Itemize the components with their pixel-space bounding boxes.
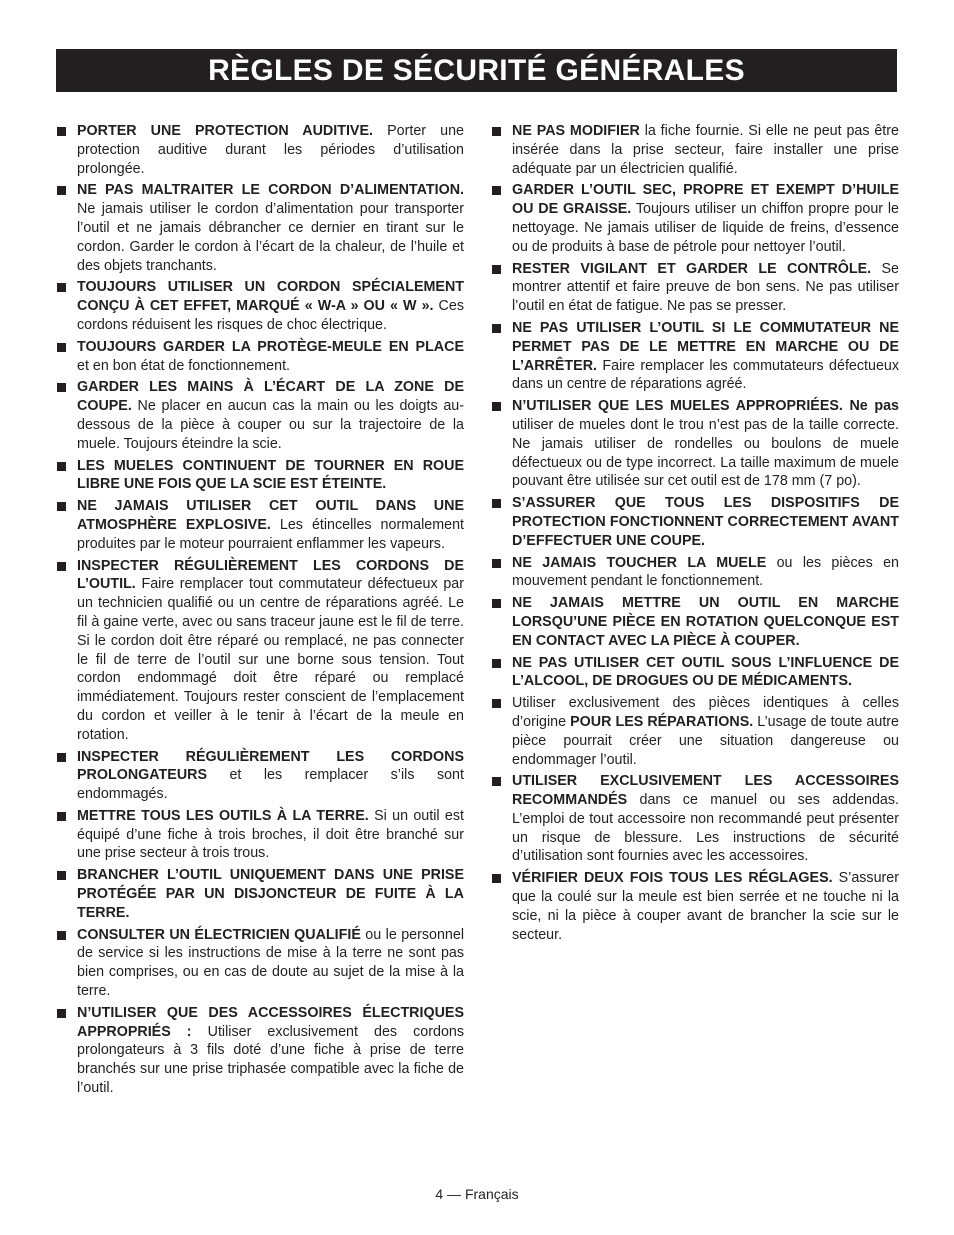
rule-body-text: L’usage de toute autre pièce pourrait créer une situation dangereuse ou endommager l’outil. — [512, 713, 900, 768]
square-bullet-icon — [57, 383, 66, 392]
rule-body-text: Utiliser exclusivement des pièces identiques à celles d’origine — [512, 695, 899, 730]
safety-rule — [491, 122, 899, 178]
square-bullet-icon — [492, 265, 501, 274]
rule-body-text: Toujours utiliser un chiffon propre pour le nettoyage. Ne jamais utiliser de liquide de freins, d’essence ou de produits à base de pétrole pour nettoyer l’outil. — [512, 201, 899, 255]
safety-rule — [56, 338, 464, 376]
safety-rule — [56, 278, 464, 334]
safety-rule — [491, 319, 899, 394]
rule-body-text: Ces cordons réduisent les risques de choc électrique. — [77, 298, 464, 333]
square-bullet-icon — [492, 402, 501, 411]
rule-body-text: S’assurer que la coulé sur la meule est bien serrée et ne touche ni la scie, ni la pièce à couper avant de brancher la scie sur le secteur. — [512, 870, 900, 943]
square-bullet-icon — [57, 127, 66, 136]
square-bullet-icon — [492, 699, 501, 708]
page-footer: 4 — Français — [435, 1186, 519, 1202]
rule-body-text: utiliser de mueles dont le trou n’est pas de la taille correcte. Ne jamais utiliser de rondelles ou boulons de muele défectueux ou de type incorrect. La taille maximum de muele pouvant être utilisée sur cet outil est de 178 mm (7 po). — [512, 416, 899, 490]
safety-rule — [491, 494, 899, 550]
safety-rule — [56, 457, 464, 495]
safety-rule — [56, 378, 464, 453]
rule-lead-text: UTILISER EXCLUSIVEMENT LES ACCESSOIRES RECOMMANDÉS — [512, 773, 899, 809]
rule-body-text: Les étincelles normalement produites par le moteur pourraient enflammer les vapeurs. — [77, 516, 464, 552]
rule-lead-text: S’ASSURER QUE TOUS LES DISPOSITIFS DE PROTECTION FONCTIONNENT CORRECTEMENT AVANT D’EFFECTUER UNE COUPE. — [512, 495, 899, 549]
rule-lead-text: GARDER L’OUTIL SEC, PROPRE ET EXEMPT D’HUILE OU DE GRAISSE. — [512, 182, 899, 218]
rule-lead-text: INSPECTER RÉGULIÈREMENT LES CORDONS PROLONGATEURS — [77, 748, 464, 784]
rule-lead-text: NE PAS UTILISER CET OUTIL SOUS L’INFLUENCE DE L’ALCOOL, DE DROGUES OU DE MÉDICAMENTS. — [512, 654, 899, 690]
square-bullet-icon — [57, 562, 66, 571]
page-title: RÈGLES DE SÉCURITÉ GÉNÉRALES — [208, 53, 745, 87]
right-rule-list — [491, 122, 899, 944]
square-bullet-icon — [57, 753, 66, 762]
square-bullet-icon — [492, 599, 501, 608]
square-bullet-icon — [492, 186, 501, 195]
section-header — [56, 49, 897, 92]
rule-lead-text: TOUJOURS GARDER LA PROTÈGE-MEULE EN PLACE — [77, 338, 464, 355]
rule-lead-text: NE PAS MALTRAITER LE CORDON D’ALIMENTATION. — [77, 182, 464, 199]
rule-lead-text: N’UTILISER QUE LES MUELES APPROPRIÉES. Ne pas — [512, 398, 899, 415]
rule-lead-text: PORTER UNE PROTECTION AUDITIVE. — [77, 123, 373, 139]
safety-rule — [491, 694, 899, 769]
rule-body-text: ou les pièces en mouvement pendant le fonctionnement. — [512, 554, 899, 590]
rule-body-text: et en bon état de fonctionnement. — [77, 357, 291, 374]
safety-rule — [491, 869, 899, 944]
safety-rule — [56, 1004, 464, 1098]
rule-lead-text: VÉRIFIER DEUX FOIS TOUS LES RÉGLAGES. — [512, 870, 833, 887]
square-bullet-icon — [492, 127, 501, 136]
rule-lead-text: INSPECTER RÉGULIÈREMENT LES CORDONS DE L’OUTIL. — [77, 557, 464, 593]
square-bullet-icon — [57, 502, 66, 511]
safety-rule — [56, 497, 464, 553]
rule-lead-text: NE JAMAIS TOUCHER LA MUELE — [512, 554, 767, 571]
rule-body-text: Utiliser exclusivement des cordons prolongateurs à 3 fils doté d’une fiche à prise de terre branchés sur une prise triphasée compatible avec la fiche de l’outil. — [77, 1023, 465, 1097]
left-column — [56, 122, 464, 1101]
square-bullet-icon — [57, 812, 66, 821]
rule-lead-text: CONSULTER UN ÉLECTRICIEN QUALIFIÉ — [77, 926, 361, 943]
safety-rule — [491, 397, 899, 491]
rule-body-text: la fiche fournie. Si elle ne peut pas être insérée dans la prise secteur, faire installer une prise adéquate par un électricien qualifié. — [512, 123, 899, 177]
safety-rule — [56, 807, 464, 863]
rule-lead-text: LES MUELES CONTINUENT DE TOURNER EN ROUE LIBRE UNE FOIS QUE LA SCIE EST ÉTEINTE. — [77, 457, 464, 493]
rule-lead-text: NE JAMAIS METTRE UN OUTIL EN MARCHE LORSQU’UNE PIÈCE EN ROTATION QUELCONQUE EST EN CONTACT AVEC LA PIÈCE À COUPER. — [512, 595, 899, 649]
rule-lead-text: POUR LES RÉPARATIONS. — [570, 713, 754, 730]
rule-lead-text: BRANCHER L’OUTIL UNIQUEMENT DANS UNE PRISE PROTÉGÉE PAR UN DISJONCTEUR DE FUITE À LA TERRE. — [77, 867, 464, 921]
rule-lead-text: NE PAS MODIFIER — [512, 123, 640, 139]
rule-body-text: Se montrer attentif et faire preuve de bon sens. Ne pas utiliser l’outil en état de fatigue. Ne pas se presser. — [512, 260, 899, 315]
safety-rule — [56, 557, 464, 745]
square-bullet-icon — [57, 931, 66, 940]
rule-body-text: Ne placer en aucun cas la main ou les doigts au-dessous de la pièce à couper ou sur la trajectoire de la muele. Toujours éteindre la scie. — [77, 398, 464, 452]
rule-body-text: Porter une protection auditive durant les périodes d’utilisation prolongée. — [77, 123, 464, 177]
right-column — [491, 122, 899, 947]
safety-rule — [56, 926, 464, 1001]
rule-lead-text: TOUJOURS UTILISER UN CORDON SPÉCIALEMENT CONÇU À CET EFFET, MARQUÉ « W-A » OU « W ». — [77, 279, 464, 315]
rule-lead-text: GARDER LES MAINS À L’ÉCART DE LA ZONE DE COUPE. — [77, 379, 464, 415]
square-bullet-icon — [57, 462, 66, 471]
square-bullet-icon — [57, 283, 66, 292]
square-bullet-icon — [492, 559, 501, 568]
square-bullet-icon — [492, 659, 501, 668]
safety-rule — [56, 866, 464, 922]
square-bullet-icon — [57, 343, 66, 352]
rule-lead-text: NE JAMAIS UTILISER CET OUTIL DANS UNE ATMOSPHÈRE EXPLOSIVE. — [77, 498, 464, 533]
square-bullet-icon — [57, 1009, 66, 1018]
rule-body-text: Ne jamais utiliser le cordon d’alimentation pour transporter l’outil et ne jamais débrancher ce dernier en tirant sur le cordon. Garder le cordon à l’écart de la chaleur, de l’huile et des objets tranchants. — [77, 201, 464, 274]
square-bullet-icon — [492, 499, 501, 508]
safety-rule — [56, 748, 464, 804]
rule-body-text: Si un outil est équipé d’une fiche à trois broches, il doit être branché sur une prise secteur à trois trous. — [77, 807, 464, 862]
safety-rule — [56, 122, 464, 178]
rule-body-text: Faire remplacer les commutateurs défectueux dans un centre de réparations agréé. — [512, 357, 899, 393]
safety-rule — [491, 772, 899, 866]
rule-lead-text: RESTER VIGILANT ET GARDER LE CONTRÔLE. — [512, 260, 872, 277]
square-bullet-icon — [492, 874, 501, 883]
safety-rule — [56, 181, 464, 275]
rule-body-text: Faire remplacer tout commutateur défectueux par un technicien qualifié ou un centre de réparations agréé. Le fil à gaine verte, avec ou sans traceur jaune est le fil de terre. Si le cordon doit être réparé ou remplacé, ne pas connecter le fil de terre de l’outil sur une borne sous tension. Tout cordon endommagé doit être réparé ou remplacé immédiatement. Toujours rester conscient de l’emplacement du cordon et veiller à le tenir à l’écart de la meule en rotation. — [77, 576, 464, 743]
square-bullet-icon — [57, 871, 66, 880]
square-bullet-icon — [492, 324, 501, 333]
rule-body-text: ou le personnel de service si les instructions de mise à la terre ne sont pas bien comprises, ou en cas de doute au sujet de la mise à la terre. — [77, 926, 464, 1000]
safety-rule — [491, 594, 899, 650]
rule-body-text: et les remplacer s’ils sont endommagés. — [77, 767, 464, 803]
rule-body-text: dans ce manuel ou ses addendas. L’emploi de tout accessoire non recommandé peut présenter un risque de blessure. Les instructions de sécurité d’utilisation sont fournies avec les accessoires. — [512, 792, 899, 865]
rule-lead-text: METTRE TOUS LES OUTILS À LA TERRE. — [77, 807, 369, 824]
square-bullet-icon — [492, 777, 501, 786]
safety-rule — [491, 654, 899, 692]
safety-rule — [491, 181, 899, 256]
safety-rule — [491, 554, 899, 592]
rule-lead-text: NE PAS UTILISER L’OUTIL SI LE COMMUTATEUR NE PERMET PAS DE LE METTRE EN MARCHE OU DE L’ARRÊTER. — [512, 319, 899, 374]
square-bullet-icon — [57, 186, 66, 195]
safety-rule — [491, 260, 899, 316]
rule-lead-text: N’UTILISER QUE DES ACCESSOIRES ÉLECTRIQUES APPROPRIÉS : — [77, 1004, 464, 1040]
left-rule-list — [56, 122, 464, 1098]
